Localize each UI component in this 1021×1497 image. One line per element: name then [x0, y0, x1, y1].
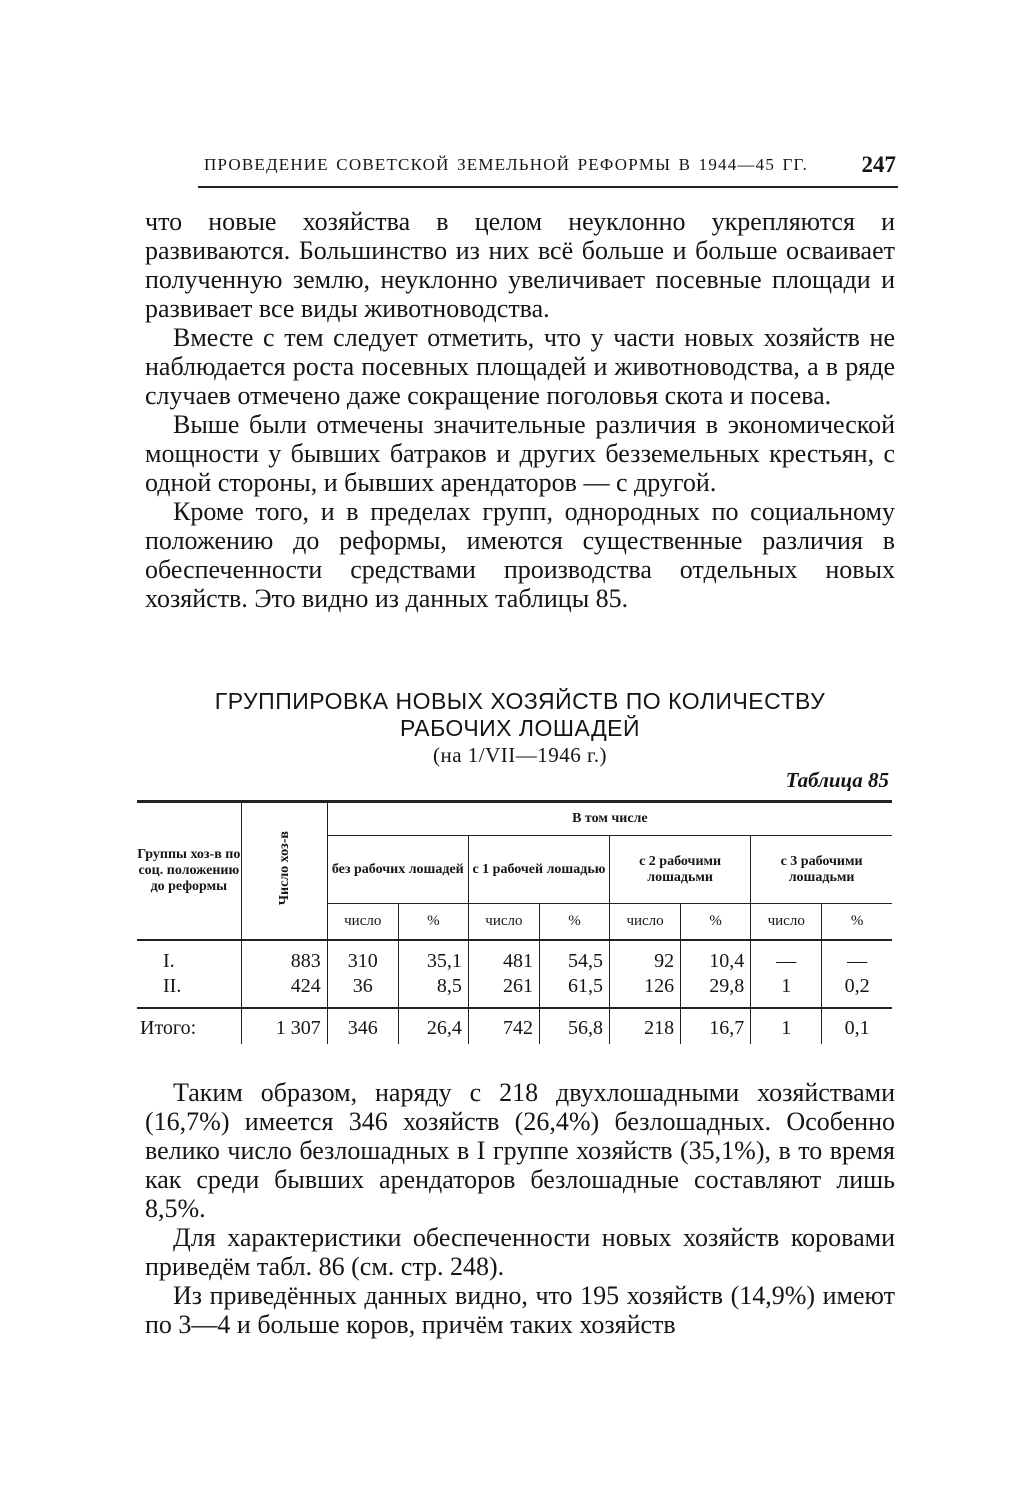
paragraph: Выше были отмечены значительные различия в экономической мощности у бывших батраков и других безземельных крестьян, с одной стороны, и бывших арендаторов — с другой. — [145, 410, 895, 497]
table-title — [145, 688, 895, 769]
table-title-line: РАБОЧИХ ЛОШАДЕЙ — [399, 715, 641, 741]
cell: 310 — [327, 940, 398, 974]
header-including: В том числе — [327, 802, 892, 836]
running-header — [198, 150, 898, 188]
cell: 56,8 — [539, 1008, 609, 1044]
cell: 218 — [610, 1008, 681, 1044]
cell: 29,8 — [681, 974, 751, 1008]
sub-number: число — [468, 904, 539, 940]
cell-group: II. — [137, 974, 241, 1008]
cell: 54,5 — [539, 940, 609, 974]
cell: 126 — [610, 974, 681, 1008]
cell: 883 — [241, 940, 327, 974]
cell: — — [751, 940, 822, 974]
cell: 8,5 — [398, 974, 468, 1008]
sub-number: число — [610, 904, 681, 940]
header-count — [241, 802, 327, 940]
subgroup-header: с 2 рабочими лошадьми — [610, 836, 751, 904]
sub-number: число — [327, 904, 398, 940]
cell: 10,4 — [681, 940, 751, 974]
cell: 346 — [327, 1008, 398, 1044]
cell: 16,7 — [681, 1008, 751, 1044]
subgroup-header: с 1 рабочей лошадью — [468, 836, 609, 904]
page-number: 247 — [861, 152, 896, 177]
table-row — [137, 940, 892, 974]
table-row — [137, 974, 892, 1008]
subgroup-header: без рабочих лошадей — [327, 836, 468, 904]
running-title: ПРОВЕДЕНИЕ СОВЕТСКОЙ ЗЕМЕЛЬНОЙ РЕФОРМЫ В 1944—45 ГГ. — [204, 155, 809, 174]
paragraph: Вместе с тем следует отметить, что у части новых хозяйств не наблюдается роста посевных площадей и животноводства, а в ряде случаев отмечено даже сокращение поголовья скота и посева. — [145, 323, 895, 410]
table-title-line: ГРУППИРОВКА НОВЫХ ХОЗЯЙСТВ ПО КОЛИЧЕСТВУ — [214, 688, 826, 714]
cell: 0,2 — [822, 974, 892, 1008]
cell: 92 — [610, 940, 681, 974]
sub-percent: % — [398, 904, 468, 940]
body-text-top — [145, 207, 895, 613]
sub-percent: % — [822, 904, 892, 940]
cell: 481 — [468, 940, 539, 974]
cell: 1 307 — [241, 1008, 327, 1044]
cell: 0,1 — [822, 1008, 892, 1044]
sub-number: число — [751, 904, 822, 940]
sub-percent: % — [681, 904, 751, 940]
cell-total-label: Итого: — [137, 1008, 241, 1044]
data-table — [137, 800, 892, 1044]
cell: 36 — [327, 974, 398, 1008]
cell: 26,4 — [398, 1008, 468, 1044]
cell-group: I. — [137, 940, 241, 974]
paragraph: Для характеристики обеспеченности новых хозяйств коровами приведём табл. 86 (см. стр. 248). — [145, 1223, 895, 1281]
table-label: Таблица 85 — [785, 768, 889, 792]
table-date: (на 1/VII—1946 г.) — [432, 743, 608, 767]
header-count-text: Число хоз-в — [276, 831, 292, 906]
cell: 261 — [468, 974, 539, 1008]
cell: — — [822, 940, 892, 974]
header-groups: Группы хоз-в по соц. положению до реформы — [137, 802, 241, 940]
sub-percent: % — [539, 904, 609, 940]
cell: 61,5 — [539, 974, 609, 1008]
cell: 35,1 — [398, 940, 468, 974]
subgroup-header: с 3 рабочими лошадьми — [751, 836, 892, 904]
cell: 1 — [751, 1008, 822, 1044]
paragraph: что новые хозяйства в целом неуклонно укрепляются и развиваются. Большинство из них всё больше и больше осваивает полученную землю, неуклонно увеличивает посевные площади и развивает все виды животноводства. — [145, 207, 895, 323]
paragraph: Кроме того, и в пределах групп, однородных по социальному положению до реформы, имеются существенные различия в обеспеченности средствами производства отдельных новых хозяйств. Это видно из данных таблицы 85. — [145, 497, 895, 613]
paragraph: Таким образом, наряду с 218 двухлошадными хозяйствами (16,7%) имеется 346 хозяйств (26,4%) безлошадных. Особенно велико число безлошадных в I группе хозяйств (35,1%), в то время как среди бывших арендаторов безлошадные составляют лишь 8,5%. — [145, 1078, 895, 1223]
paragraph: Из приведённых данных видно, что 195 хозяйств (14,9%) имеют по 3—4 и больше коров, причём таких хозяйств — [145, 1281, 895, 1339]
table-total-row — [137, 1008, 892, 1044]
cell: 1 — [751, 974, 822, 1008]
cell: 742 — [468, 1008, 539, 1044]
body-text-bottom — [145, 1078, 895, 1339]
cell: 424 — [241, 974, 327, 1008]
